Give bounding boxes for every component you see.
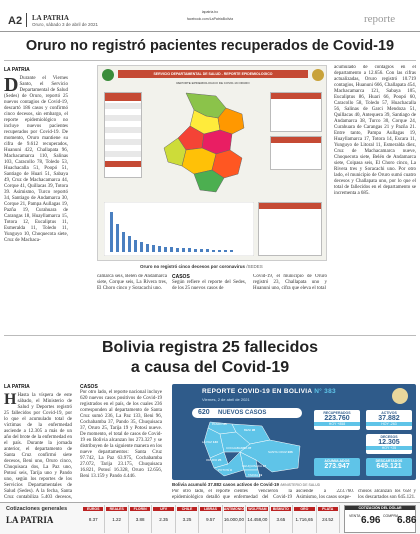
stat-value: 223.760: [324, 415, 350, 422]
ministerio-logo: [392, 388, 408, 404]
story2-col4: cientes vencieron la enfermedad del Covid-19: [234, 489, 292, 500]
quote-value: 3.25: [182, 517, 192, 522]
stat-label: ACUMULADOS: [324, 459, 350, 463]
map-label-lapaz: LA PAZ 133: [202, 440, 218, 444]
quote-label: EUROS: [83, 507, 103, 511]
infographic-title: [202, 388, 336, 395]
story2-cases-label: CASOS: [80, 384, 98, 390]
quote-item: [105, 505, 128, 533]
story1-byline: LA PATRIA: [4, 67, 30, 73]
story1-col4: Covid-19, el municipio de Oruro registró 23, Challapata uno y Huanuni uno, cifra que eleva el total: [253, 274, 327, 291]
stat-value: 12.305: [378, 439, 400, 446]
map-label-chuquisaca: CHUQUISACA 37: [242, 464, 267, 468]
quote-label: FLORIN: [130, 507, 150, 511]
stat-label: ACTIVOS: [381, 411, 397, 415]
paper-name: LA PATRIA: [32, 14, 69, 22]
quote-label: LIBRAS: [200, 507, 220, 511]
quote-value: 16.000,00: [223, 517, 244, 522]
footer-logo: [6, 515, 76, 531]
page-header: [0, 0, 420, 32]
quote-item: [270, 505, 293, 533]
story2-col6: chosos alcanzan los 658 y los descartados son 645.121.: [358, 489, 416, 500]
quote-item: [317, 505, 340, 533]
header-web[interactable]: lapatria.bo: [201, 10, 219, 14]
quote-value: 9.57: [206, 517, 215, 522]
stat-value: 645.121: [376, 463, 402, 470]
new-cases-count: 620: [198, 409, 210, 416]
stat-label: DESCARTADOS: [375, 459, 403, 463]
story2-byline: LA PATRIA: [4, 384, 30, 390]
dollar-box: [344, 505, 416, 533]
stat-label: DECESOS: [380, 435, 398, 439]
story2-dropcap: H: [4, 391, 17, 408]
story1-col1-text: Durante el Viernes Santo, el Servicio Departamental de Salud (Sedes) de Oruro, reportó 25 nuevos contagios de Covid-19, descartó 186 casos y confirmó cinco decesos, sin embargo, el reporte epidemiológico no incluye nuevos pacientes recuperados por Covid-19. De momento, Oruro mantiene su cifra de 9.612 recuperados, Huanuni 422, Challapata 96, Machacamarca 110, Salinas 103, Caracollo 78, Toledo 53, Huachacalla 51, Poopó 51, Santiago de Huari 51, Sabaya 49, Cruz de Machacamarca 44, Corque 41, Quillacas 39, Totora 39.: [4, 76, 68, 195]
caption-text: Oruro no registró cinco decesos por coronavirus: [140, 264, 246, 269]
infographic-number: N° 383: [314, 388, 336, 395]
quote-item: [246, 505, 269, 533]
quote-item: [176, 505, 199, 533]
quotes-row: [82, 505, 340, 533]
bolivia-infographic: [172, 384, 416, 480]
venta-label: VENTA: [349, 514, 361, 518]
story1-cases-label: CASOS: [172, 274, 190, 280]
quote-value: 8.37: [88, 517, 98, 522]
sedes-report-figure: [97, 65, 327, 261]
logo-left: [102, 69, 114, 81]
quote-value: 3.88: [135, 517, 145, 522]
quote-item: [152, 505, 175, 533]
map-label-pando: PANDO 35: [212, 422, 227, 426]
quote-value: 2.35: [159, 517, 168, 522]
story2-caption: [172, 482, 320, 487]
stat-value: 273.947: [324, 463, 350, 470]
stat-sub: HOY +858: [314, 422, 360, 426]
story1-col5: acumulado de contagios en el departamento a 12.656. Con las cifras actualizadas, Oruro registró 10.719 contagios, Huanuni 666, Challapata 454, Machacamarca 121, Sabaya 105, Eucaliptus 86, Huari 66, Poopó 60, Caracollo 58, Toledo 57, Huachacalla 56, Salinas de Garci Mendoza 51, Quillacas 40, Antequera 39, Santiago de Andamarca 38, Turco 30, Corque 24, Curahuara de Carangas 21 y Pazña 21. Entre tanto, Pampa Aullagas 19, Huayllamarca 17, Totora 14, Escara 11, Yunguyo de Litoral 11, Esmeralda diez, Cruz de Machacamarca nueve, Choquecota siete, Belén de Andamarca siete, Coipasa seis, El Choro cinco, La Rivera tres y Soracachi uno. Por otro lado, el municipio de Oruro sumó cuatro decesos y Challapata uno, por lo que el total de fallecidos en el departamento se incrementa a 685.: [334, 65, 416, 196]
quote-item: [293, 505, 316, 533]
compra-value: 6.86: [397, 515, 417, 526]
story2-col3: Por otro lado, el reporte epidemiológico detalló que: [172, 489, 230, 500]
stat-recuperados: [314, 410, 360, 430]
map-label-beni: BENI 96: [244, 428, 256, 432]
story2-col2: [80, 384, 162, 500]
sedes-bar-chart: [104, 202, 254, 256]
dollar-title: COTIZACIÓN DEL DÓLAR: [345, 506, 415, 510]
oruro-map: [146, 88, 266, 198]
new-cases-ribbon: [192, 408, 302, 418]
sedes-side-table: [258, 202, 322, 256]
legend-table-top: [270, 92, 322, 132]
footer-title: Cotizaciones generales: [6, 506, 68, 512]
header-date: Oruro, sábado 3 de abril de 2021: [32, 22, 99, 27]
stat-value: 37.882: [378, 415, 400, 422]
quote-label: REALES: [106, 507, 126, 511]
story1-caption: [140, 264, 263, 269]
quote-value: 1.22: [112, 517, 122, 522]
quote-label: BISMUTO: [271, 507, 291, 511]
story2-headline: [4, 338, 416, 378]
header-divider: [26, 13, 27, 27]
quote-label: UFV: [153, 507, 173, 511]
quote-value: 24.52: [322, 517, 334, 522]
stat-activos: [366, 410, 412, 430]
caption-text: Bolivia acumuló 37.882 casos activos de Covid-19: [172, 482, 280, 487]
story1-dropcap: D: [4, 74, 19, 96]
stat-acumulados: [314, 458, 360, 476]
footer-quotes: [0, 502, 420, 534]
quote-label: ANTIMONIO: [223, 507, 244, 511]
story1-col1b-text: Asimismo, Turco reportó 34, Santiago de Andamarca 30, Corque 21, Pampa Aullagas 19, Pazña 19, Curahuara de Carangas 18, Huayllamarca 15, Totora 12, Eucaliptus 11, Esmeralda 11, Toledo 11, Yunguyo 10, Choquecota siete, Cruz de Machaca-: [4, 190, 68, 243]
stat-label: RECUPERADOS: [323, 411, 351, 415]
map-label-oruro: ORURO 25: [206, 458, 222, 462]
quote-item: [223, 505, 246, 533]
sedes-chart-subheader: REPORTE EPIDEMIOLOGICO DE COVID-19 ORURO: [176, 81, 250, 85]
footer-logo-text: LA PATRIA: [6, 515, 54, 525]
story2-headline-line1: Bolivia registra 25 fallecidos: [101, 339, 319, 356]
infographic-date: Viernes, 2 de abril de 2021: [202, 397, 250, 402]
sedes-chart-header: SERVICIO DEPARTAMENTAL DE SALUD - REPORTE EPIDEMIOLOGICO: [118, 70, 308, 78]
story2-col2-text: Por otro lado, el reporte nacional incluye 620 nuevos casos positivos de Covid-19 registrados en el país, de los cuales 236 corresponden al departamento de Santa Cruz sumó 236, La Paz 133, Beni 96, Cochabamba 37, Pando 35, Chuquisaca 37, Oruro 25, Tarija 19 y Potosí nueve. De momento, el total de casos de Covid-19 en Bolivia alcanzan los 273.327 y se distribuyen de la siguiente manera en los nueve departamentos: Santa Cruz 97.742, La Paz 63.975, Cochabamba 27.072, Tarija 23.175, Chuquisaca 16.821, Potosí 16.328, Oruro 12.656, Beni 13.159 y Pando 4.446.: [80, 390, 162, 479]
caption-credit: /SEDES: [246, 264, 263, 269]
quote-label: WOLFRAM: [248, 507, 267, 511]
new-cases-label: NUEVOS CASOS: [218, 409, 267, 416]
story2-col5: asciende a 223.760. Asimismo, los casos sospe-: [296, 489, 354, 500]
stat-decesos: [366, 434, 412, 454]
section-title: reporte: [364, 13, 396, 25]
rule: [4, 60, 416, 61]
quote-label: CHILE: [177, 507, 197, 511]
quote-value: 1.716,65: [295, 517, 314, 522]
story1-col1: [4, 67, 68, 333]
venta-value: 6.96: [361, 515, 381, 526]
stat-descartados: [366, 458, 412, 476]
quote-value: 3.65: [276, 517, 286, 522]
compra-label: COMPRA: [383, 514, 399, 518]
map-label-potosi: POTOSÍ 9: [218, 468, 232, 472]
story2-headline-line2: a causa del Covid-19: [130, 359, 290, 376]
legend-table-mid: [270, 136, 322, 170]
map-label-santacruz: SANTA CRUZ 236: [268, 450, 293, 454]
stat-sub: HOY +25: [366, 446, 412, 450]
story1-col2: camarca seis, Belén de Andamarca siete, Corque seis, La Rivera tres, El Choro cinco y Soracachi uno.: [97, 274, 167, 291]
rule: [4, 335, 416, 336]
logo-right: [312, 69, 324, 81]
quote-item: [129, 505, 152, 533]
story2-col1-text: Hasta la víspera de este sábado, el Ministerio de Salud y Deportes registró 25 fallecidos por Covid-19, por lo que el acumulado total de víctimas de la enfermedad asciende a 12.305 a más de un año del brote de la enfermedad en el país. Durante la jornada anterior, el departamento de Santa Cruz confirmó siete decesos, Beni uno, Oruro cinco, Chuquisaca dos, La Paz uno, Potosí seis, Tarija uno y Pando uno, según los reportes de los Servicios Departamentales de Salud (Sedes). A la fecha, Santa Cruz contabiliza 5.403 decesos,: [4, 393, 72, 500]
quote-value: 14.458,00: [247, 517, 268, 522]
story2-col1: [4, 384, 72, 500]
header-facebook[interactable]: facebook.com/LaPatriaBolivia: [186, 17, 234, 21]
caption-credit: /MINISTERIO DE SALUD: [280, 483, 321, 487]
quote-label: ORO: [294, 507, 314, 511]
story1-col3: [172, 274, 246, 332]
stat-sub: HOY -263: [366, 422, 412, 426]
quote-label: PLATA: [318, 507, 338, 511]
story1-headline: Oruro no registró pacientes recuperados de Covid-19: [25, 38, 395, 54]
map-label-cochabamba: COCHABAMBA 37: [226, 446, 252, 450]
page-number: A2: [8, 15, 23, 27]
stats-table: [104, 92, 142, 178]
quote-item: [199, 505, 222, 533]
quote-item: [82, 505, 105, 533]
map-label-tarija: TARIJA 19: [248, 473, 263, 477]
story1-col3-text: Según refiere el reporte del Sedes, de los 25 nuevos casos de: [172, 280, 246, 291]
infographic-title-text: REPORTE COVID-19 EN BOLIVIA: [202, 388, 313, 395]
